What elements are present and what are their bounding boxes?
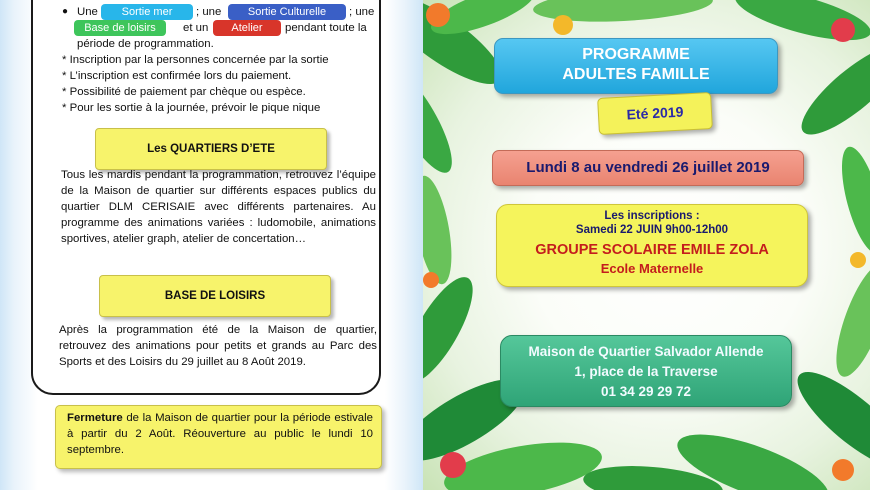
badge-base-de-loisirs: Base de loisirs <box>74 20 166 36</box>
text-une: ; une <box>349 6 375 18</box>
programme-title-line1: PROGRAMME <box>582 46 690 63</box>
badge-sortie-mer: Sortie mer <box>101 4 193 20</box>
text-et-un: et un <box>183 22 209 34</box>
maison-address: 1, place de la Traverse <box>574 364 718 379</box>
base-loisirs-description: Après la programmation été de la Maison de quartier, retrouvez des animations pour petits et grands au Parc des Sports et des Loisirs du 29 juillet au 8 Août 2019. <box>59 324 377 368</box>
bullet-icon: ● <box>62 6 69 17</box>
note-inscription: * Inscription par la personnes concernée par la sortie <box>62 54 329 66</box>
maison-contact-card <box>500 335 792 407</box>
base-loisirs-title: BASE DE LOISIRS <box>99 275 331 317</box>
text-une: Une <box>77 6 98 18</box>
note-confirmation: * L’inscription est confirmée lors du paiement. <box>62 70 292 82</box>
programme-title-line2: ADULTES FAMILLE <box>562 66 710 83</box>
badge-sortie-culturelle: Sortie Culturelle <box>228 4 346 20</box>
text-pendant: pendant toute la <box>285 22 367 34</box>
quartiers-description: Tous les mardis pendant la programmation, retrouvez l’équipe de la Maison de quartier sur différents espaces publics du quartier DLM CERISAIE avec différents partenaires. Au programme des animations variées : ludomobile, animations sportives, atelier graph, atelier de concertation… <box>61 169 376 245</box>
inscriptions-label: Les inscriptions : <box>604 210 700 222</box>
quartiers-title: Les QUARTIERS D’ETE <box>95 128 327 170</box>
school-subtitle: Ecole Maternelle <box>600 261 704 276</box>
inscriptions-date: Samedi 22 JUIN 9h00-12h00 <box>575 224 729 236</box>
maison-phone: 01 34 29 29 72 <box>600 384 692 399</box>
closing-text: de la Maison de quartier pour la période estivale à partir du 2 Août. Réouverture au public le lundi 10 septembre. <box>67 412 373 456</box>
closing-label: Fermeture <box>67 412 123 424</box>
right-page <box>423 0 870 490</box>
inscriptions-card <box>496 204 808 287</box>
text-periode: période de programmation. <box>77 38 214 50</box>
programme-title-card <box>494 38 778 94</box>
text-une: ; une <box>196 6 222 18</box>
school-name: GROUPE SCOLAIRE EMILE ZOLA <box>535 242 769 258</box>
note-paiement: * Possibilité de paiement par chèque ou espèce. <box>62 86 306 98</box>
maison-name: Maison de Quartier Salvador Allende <box>528 344 764 359</box>
season-badge: Eté 2019 <box>597 92 713 135</box>
programme-dates: Lundi 8 au vendredi 26 juillet 2019 <box>492 150 804 186</box>
badge-atelier: Atelier <box>213 20 281 36</box>
note-pique-nique: * Pour les sortie à la journée, prévoir le pique nique <box>62 102 321 114</box>
closing-notice <box>55 405 382 469</box>
left-page <box>0 0 423 490</box>
